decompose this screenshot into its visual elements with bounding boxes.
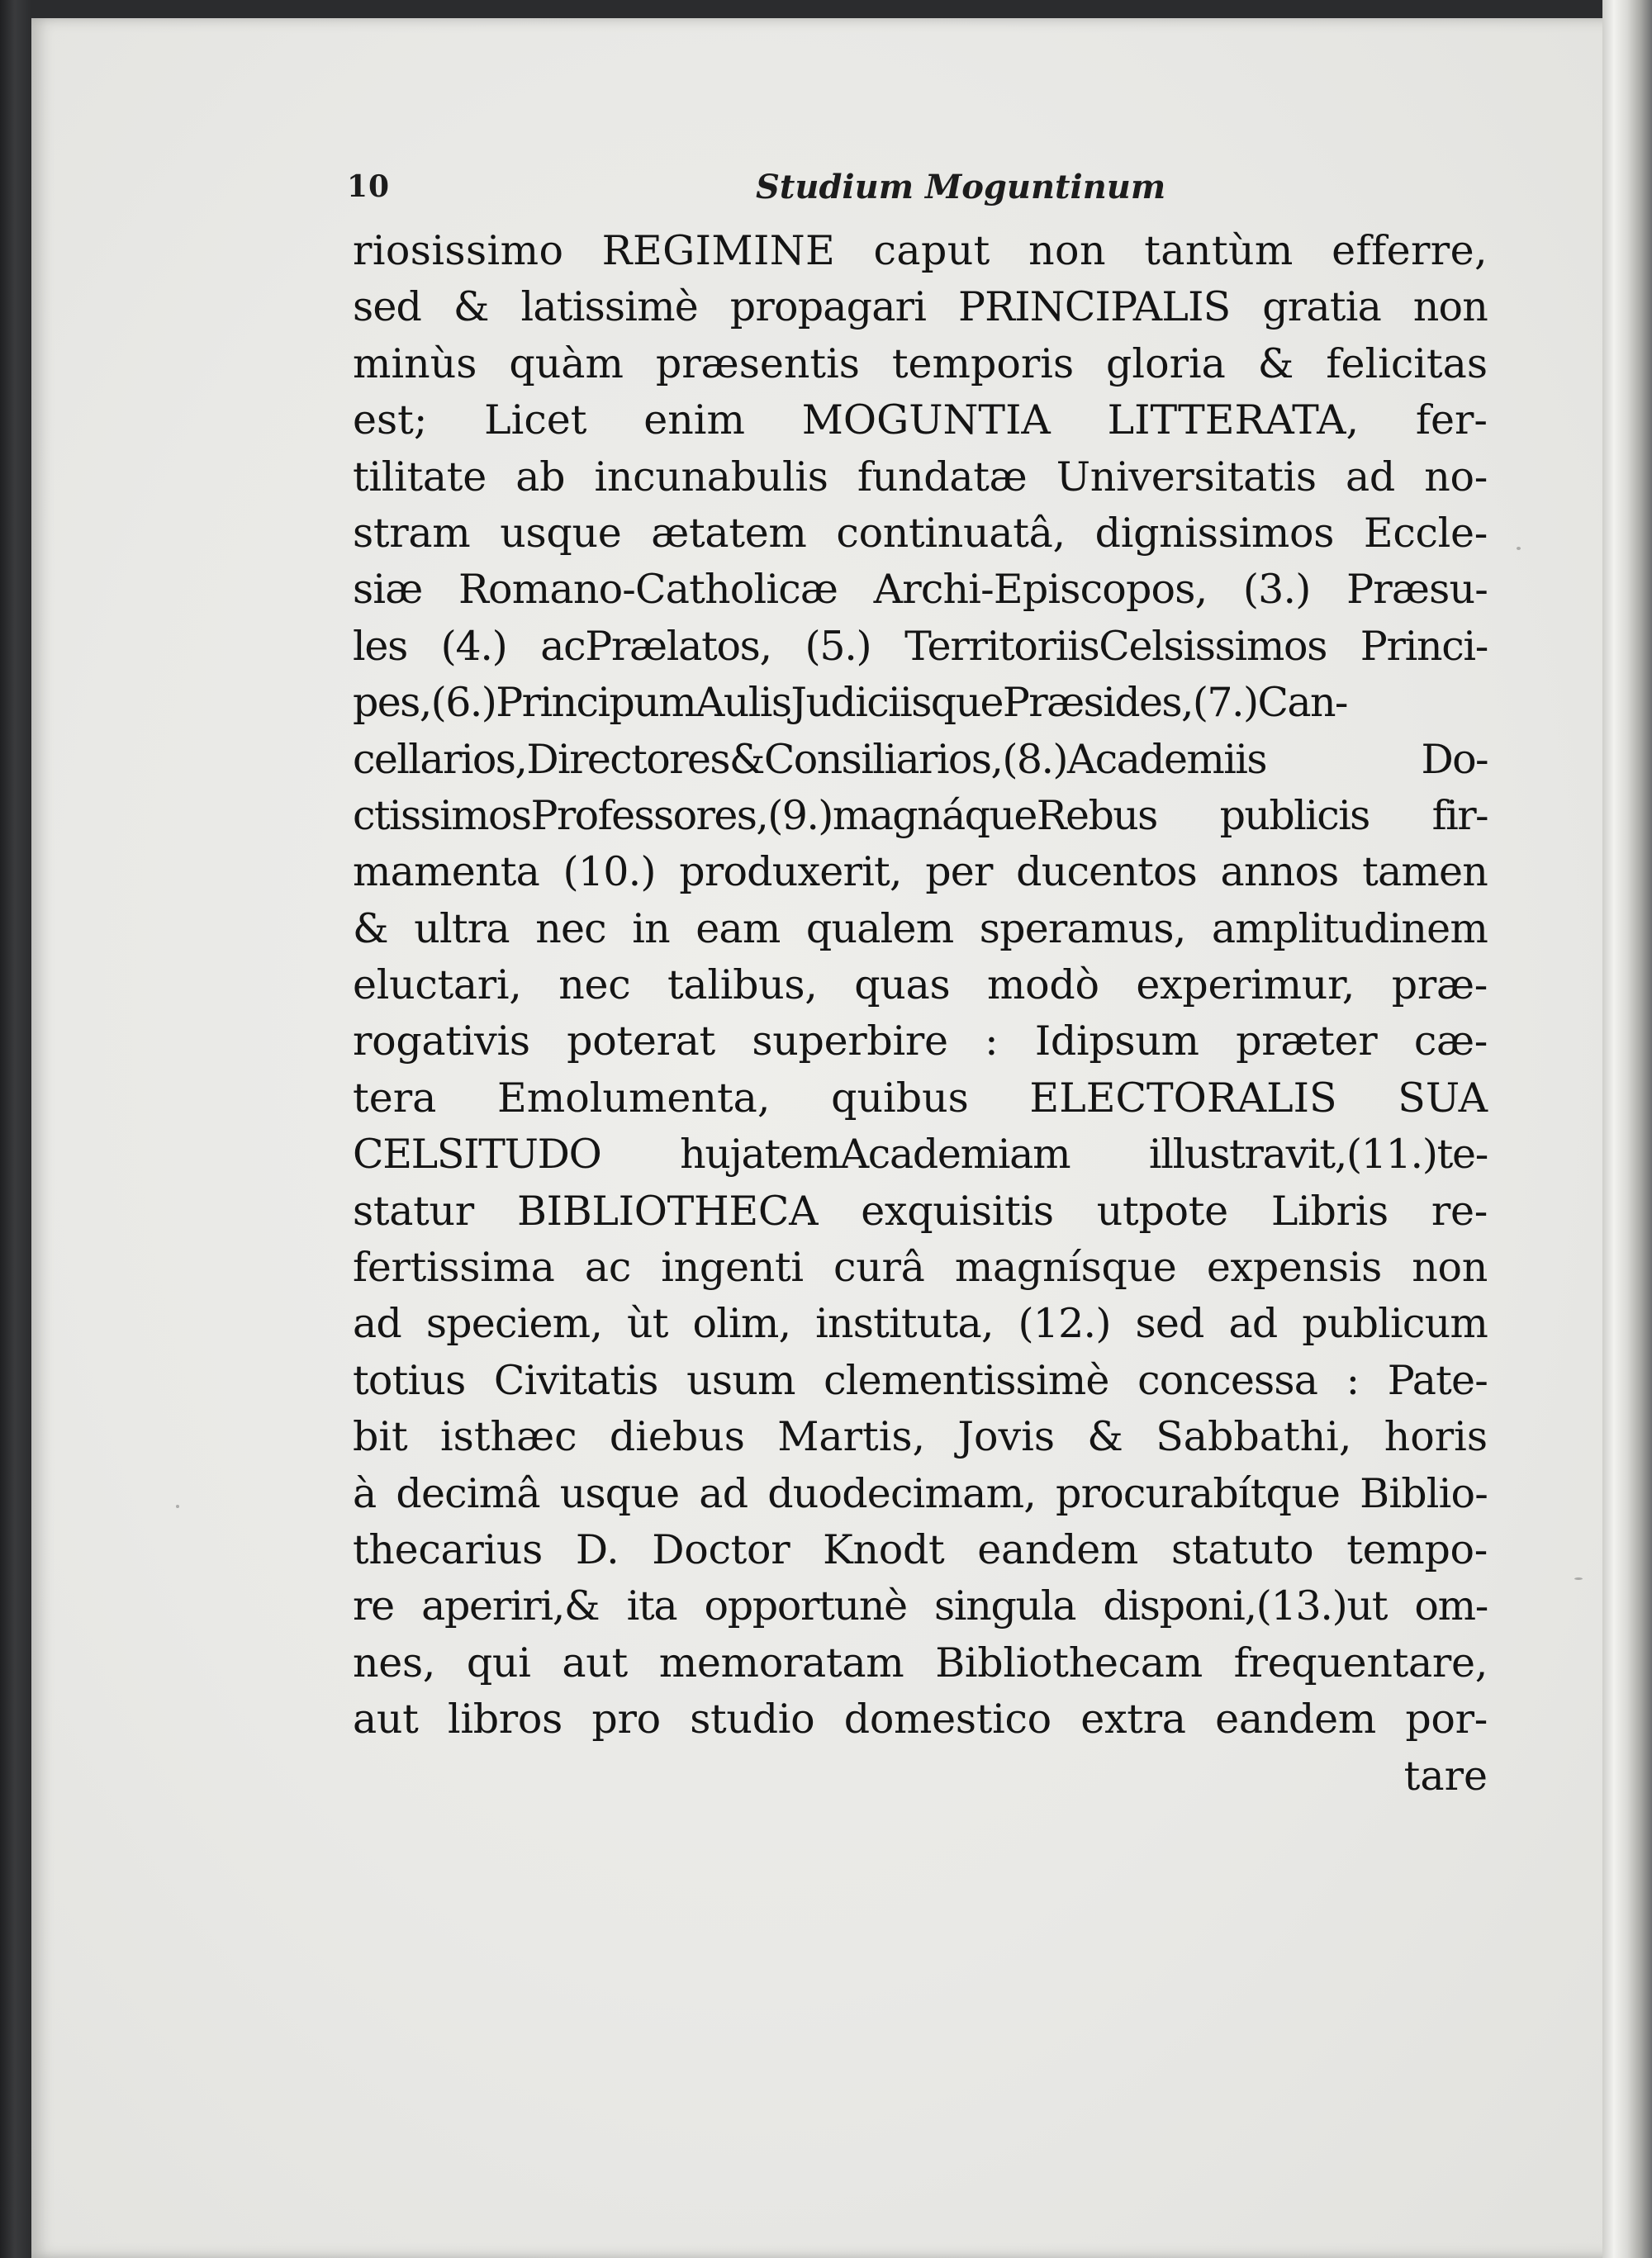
text-line: les (4.) acPrælatos, (5.) TerritoriisCelsissimos Princi- <box>353 622 1488 670</box>
page-number: 10 <box>347 169 391 204</box>
text-line: re aperiri,& ita opportunè singula disponi,(13.)ut om- <box>353 1582 1488 1630</box>
page-edge <box>1602 0 1652 2258</box>
text-line: riosissimo REGIMINE caput non tantùm efferre, <box>353 227 1488 274</box>
text-line: tera Emolumenta, quibus ELECTORALIS SUA <box>353 1074 1488 1122</box>
text-line: ad speciem, ùt olim, instituta, (12.) sed ad publicum <box>353 1300 1488 1348</box>
text-line: siæ Romano-Catholicæ Archi-Episcopos, (3.) Præsu- <box>353 566 1488 614</box>
text-line: sed & latissimè propagari PRINCIPALIS gratia non <box>353 283 1488 331</box>
running-head: Studium Moguntinum <box>756 168 1166 206</box>
body-text <box>353 223 1488 1805</box>
text-line: totius Civitatis usum clementissimè concessa : Pate- <box>353 1356 1488 1404</box>
text-line: aut libros pro studio domestico extra eandem por- <box>353 1696 1488 1743</box>
text-line: est; Licet enim MOGUNTIA LITTERATA, fer- <box>353 396 1488 444</box>
text-line: ctissimosProfessores,(9.)magnáqueRebus publicis fir- <box>353 791 1488 839</box>
text-line: rogativis poterat superbire : Idipsum præter cæ- <box>353 1018 1488 1065</box>
text-line: bit isthæc diebus Martis, Jovis & Sabbathi, horis <box>353 1413 1488 1461</box>
text-line: fertissima ac ingenti curâ magnísque expensis non <box>353 1244 1488 1292</box>
catchword: tare <box>1403 1752 1488 1800</box>
text-line: CELSITUDO hujatemAcademiam illustravit,(11.)te- <box>353 1131 1488 1179</box>
text-line: stram usque ætatem continuatâ, dignissimos Eccle- <box>353 509 1488 557</box>
text-line: nes, qui aut memoratam Bibliothecam frequentare, <box>353 1639 1488 1686</box>
text-line: pes,(6.)PrincipumAulisJudiciisquePræsides,(7.)Can- <box>353 679 1347 727</box>
ink-speck <box>176 1505 179 1508</box>
text-line: tilitate ab incunabulis fundatæ Universitatis ad no- <box>353 453 1488 500</box>
text-line: à decimâ usque ad duodecimam, procurabítque Biblio- <box>353 1469 1488 1517</box>
text-line: eluctari, nec talibus, quas modò experimur, præ- <box>353 961 1488 1009</box>
ink-speck <box>1517 547 1521 550</box>
text-line: mamenta (10.) produxerit, per ducentos annos tamen <box>353 848 1488 896</box>
ink-speck <box>15 2153 19 2157</box>
page-header <box>347 169 1586 219</box>
ink-speck <box>1574 1577 1583 1580</box>
text-line: cellarios,Directores&Consiliarios,(8.)Academiis Do- <box>353 735 1488 783</box>
text-line: statur BIBLIOTHECA exquisitis utpote Libris re- <box>353 1187 1488 1235</box>
text-line: minùs quàm præsentis temporis gloria & felicitas <box>353 339 1488 387</box>
text-line: thecarius D. Doctor Knodt eandem statuto tempo- <box>353 1525 1488 1573</box>
text-line: & ultra nec in eam qualem speramus, amplitudinem <box>353 904 1488 952</box>
